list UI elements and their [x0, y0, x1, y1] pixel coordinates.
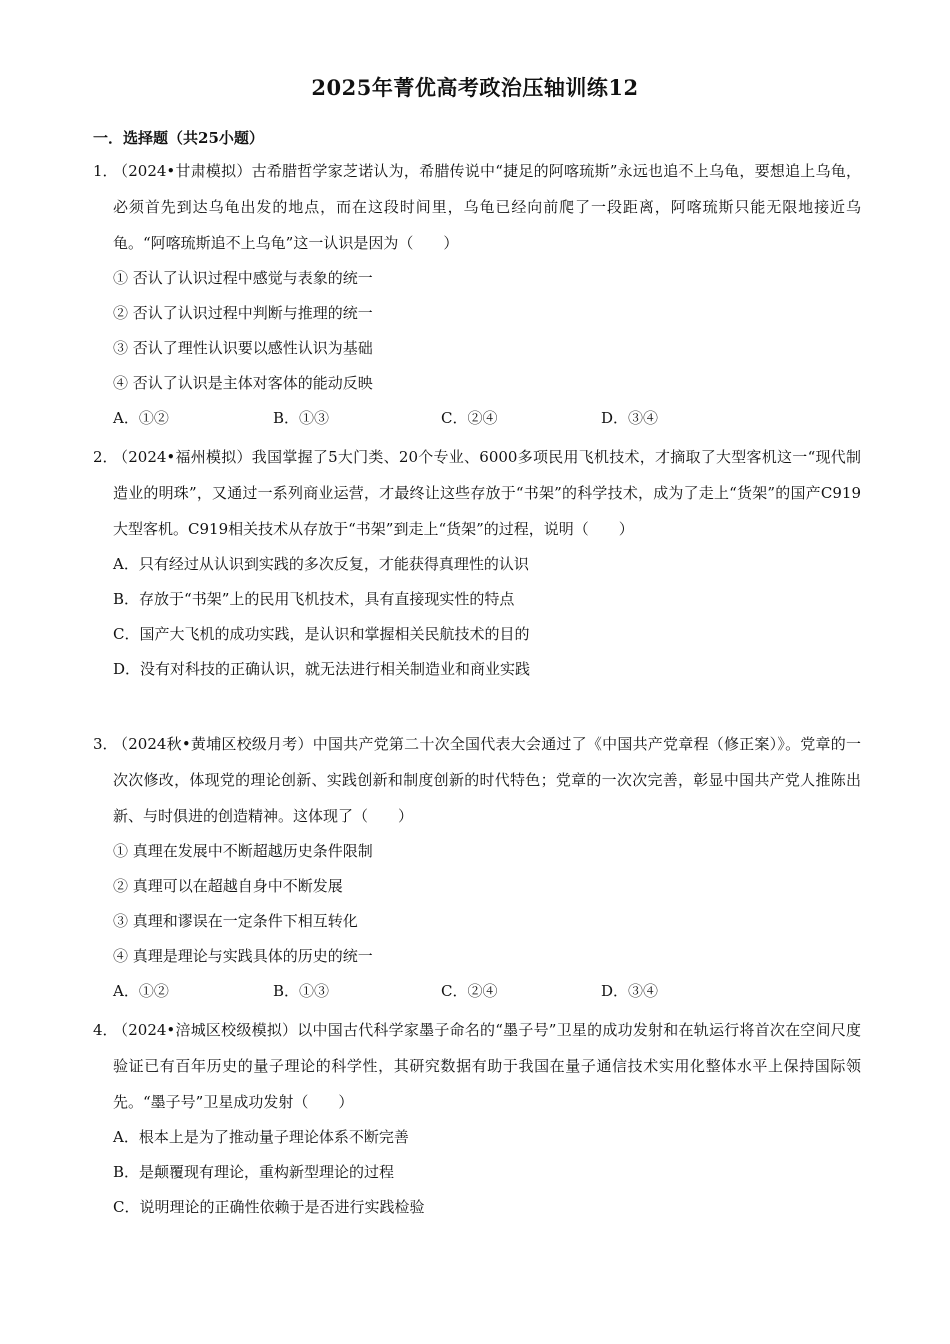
question-text: （2024秋•黄埔区校级月考）中国共产党第二十次全国代表大会通过了《中国共产党章程（修正案）》。党章的一次次修改，体现党的理论创新、实践创新和制度创新的时代特色；党章的一次次完善，彰显中国共产党人推陈出新、与时俱进的创造精神。这体现了（ ） [113, 735, 861, 825]
question-number: 1． [93, 162, 118, 180]
choice-a[interactable]: A．①② [113, 409, 169, 427]
statement-3: ③ 否认了理性认识要以感性认识为基础 [113, 339, 373, 357]
option-a[interactable]: A．只有经过从认识到实践的多次反复，才能获得真理性的认识 [113, 555, 529, 573]
question-text: （2024•甘肃模拟）古希腊哲学家芝诺认为，希腊传说中“捷足的阿喀琉斯”永远也追不上乌龟，要想追上乌龟，必须首先到达乌龟出发的地点，而在这段时间里，乌龟已经向前爬了一段距离，阿喀琉斯只能无限地接近乌龟。“阿喀琉斯追不上乌龟”这一认识是因为（ ） [113, 162, 861, 252]
choice-b[interactable]: B．①③ [273, 982, 330, 1000]
choice-d[interactable]: D．③④ [601, 409, 659, 427]
question-text: （2024•福州模拟）我国掌握了5大门类、20个专业、6000多项民用飞机技术，才摘取了大型客机这一“现代制造业的明珠”，又通过一系列商业运营，才最终让这些存放于“书架”的科学技术，成为了走上“货架”的国产C919大型客机。C919相关技术从存放于“书架”到走上“货架”的过程，说明（ ） [113, 448, 861, 538]
question-stem [93, 1012, 861, 1120]
statement-2: ② 否认了认识过程中判断与推理的统一 [113, 304, 373, 322]
choice-a[interactable]: A．①② [113, 982, 169, 1000]
question-2 [93, 439, 861, 687]
question-number: 2． [93, 448, 118, 466]
question-number: 4． [93, 1021, 118, 1039]
choice-row [93, 401, 861, 436]
statement-1: ① 真理在发展中不断超越历史条件限制 [113, 842, 373, 860]
option-c[interactable]: C．说明理论的正确性依赖于是否进行实践检验 [113, 1198, 425, 1216]
choice-d[interactable]: D．③④ [601, 982, 659, 1000]
choice-c[interactable]: C．②④ [441, 982, 498, 1000]
question-stem [93, 153, 861, 261]
question-stem [93, 439, 861, 547]
option-c[interactable]: C．国产大飞机的成功实践，是认识和掌握相关民航技术的目的 [113, 625, 530, 643]
question-3 [93, 726, 861, 1009]
statement-4: ④ 否认了认识是主体对客体的能动反映 [113, 374, 373, 392]
choice-row [93, 974, 861, 1009]
question-4 [93, 1012, 861, 1225]
option-b[interactable]: B．存放于“书架”上的民用飞机技术，具有直接现实性的特点 [113, 590, 515, 608]
choice-b[interactable]: B．①③ [273, 409, 330, 427]
page-title: 2025年菁优高考政治压轴训练12 [311, 75, 639, 100]
option-a[interactable]: A．根本上是为了推动量子理论体系不断完善 [113, 1128, 409, 1146]
question-number: 3． [93, 735, 118, 753]
question-1 [93, 153, 861, 436]
statement-2: ② 真理可以在超越自身中不断发展 [113, 877, 343, 895]
option-b[interactable]: B．是颠覆现有理论，重构新型理论的过程 [113, 1163, 395, 1181]
statement-3: ③ 真理和谬误在一定条件下相互转化 [113, 912, 358, 930]
option-d[interactable]: D．没有对科技的正确认识，就无法进行相关制造业和商业实践 [113, 660, 531, 678]
choice-c[interactable]: C．②④ [441, 409, 498, 427]
section-heading: 一．选择题（共25小题） [93, 129, 264, 147]
question-text: （2024•涪城区校级模拟）以中国古代科学家墨子命名的“墨子号”卫星的成功发射和在轨运行将首次在空间尺度验证已有百年历史的量子理论的科学性，其研究数据有助于我国在量子通信技术实用化整体水平上保持国际领先。“墨子号”卫星成功发射（ ） [113, 1021, 861, 1111]
statement-4: ④ 真理是理论与实践具体的历史的统一 [113, 947, 373, 965]
question-stem [93, 726, 861, 834]
statement-1: ① 否认了认识过程中感觉与表象的统一 [113, 269, 373, 287]
